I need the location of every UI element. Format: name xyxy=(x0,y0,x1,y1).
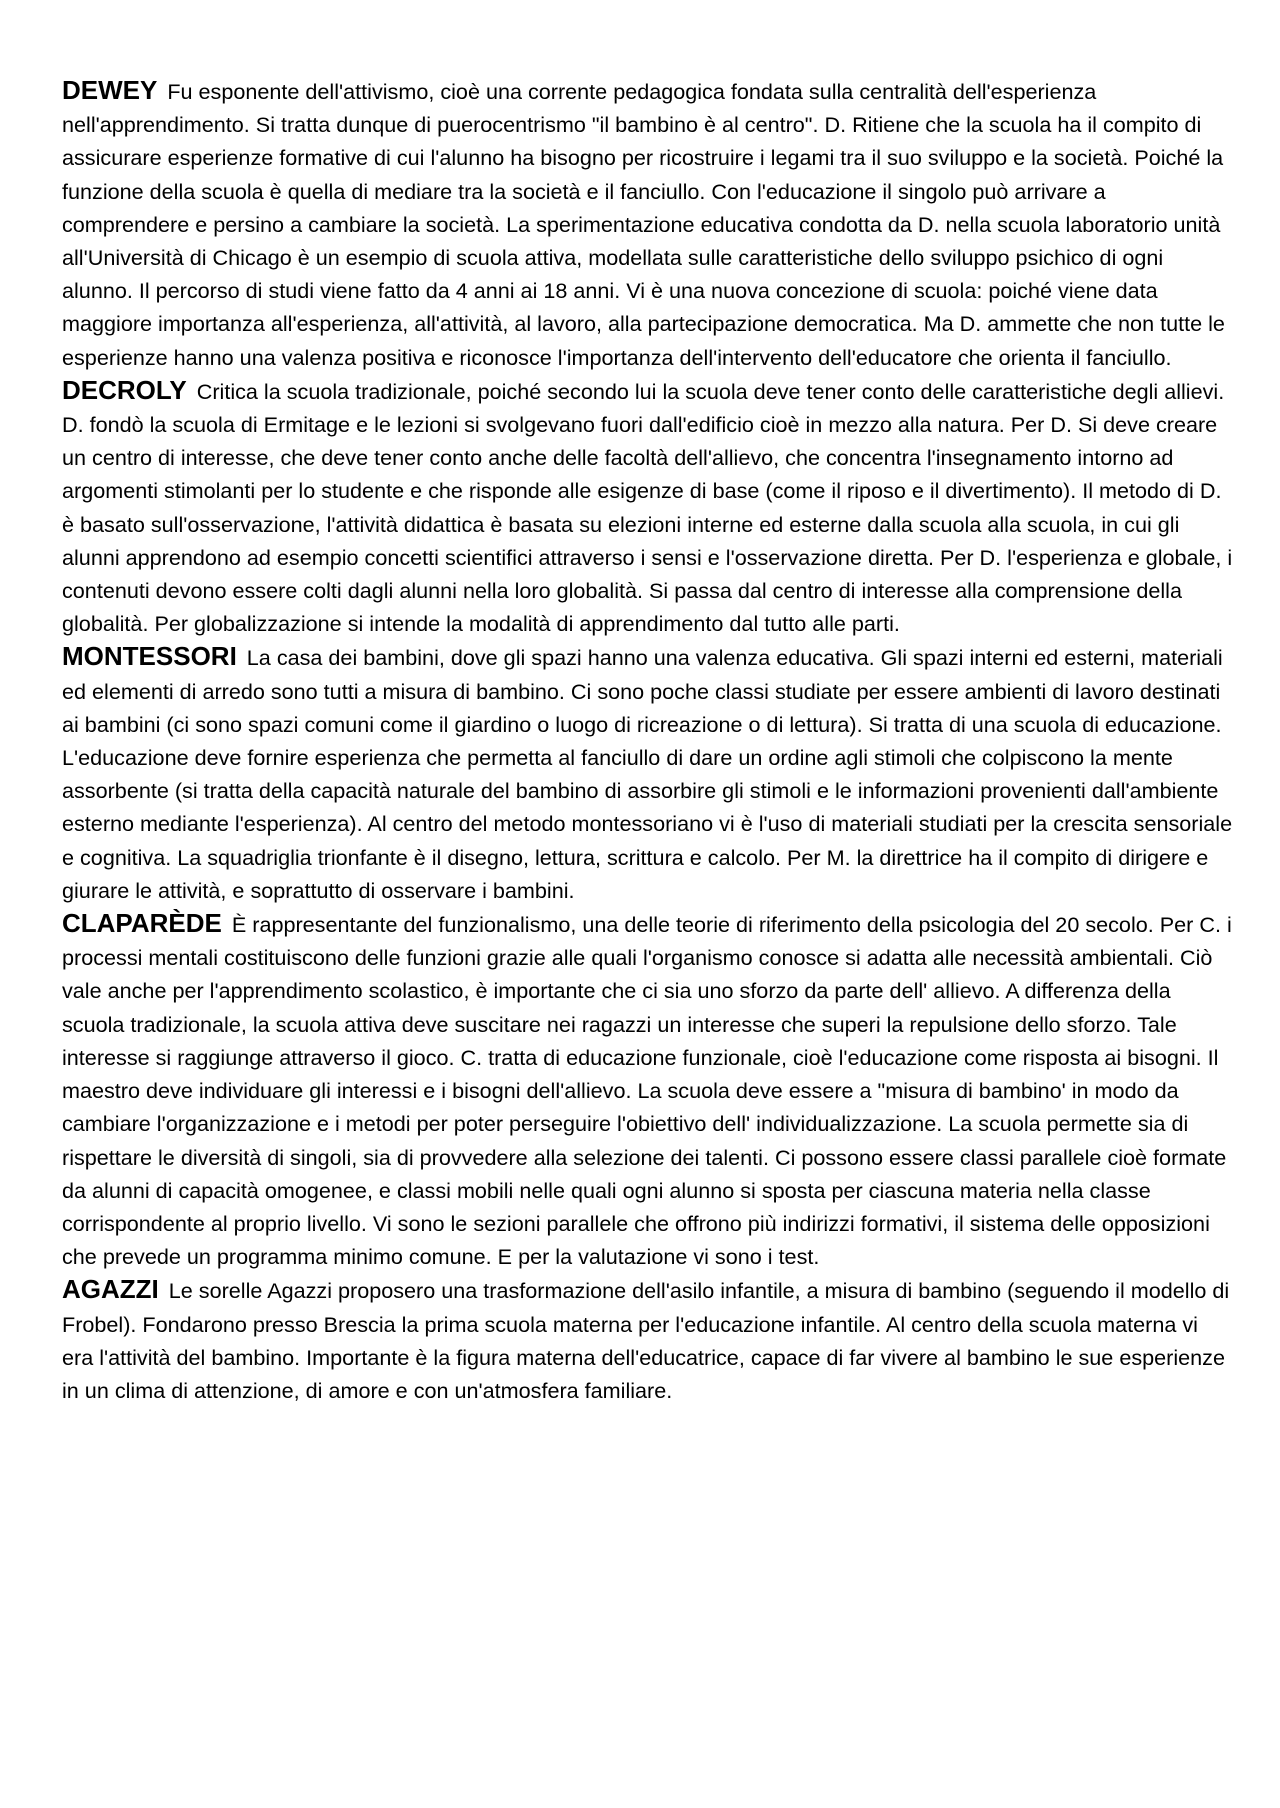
entry-text: È rappresentante del funzionalismo, una delle teorie di riferimento della psicologia del 20 secolo. Per C. i processi mentali costituiscono delle funzioni grazie alle quali l'organismo conosce si adatta alle necessità ambientali. Ciò vale anche per l'apprendimento scolastico, è importante che ci sia uno sforzo da parte dell' allievo. A differenza della scuola tradizionale, la scuola attiva deve suscitare nei ragazzi un interesse che superi la repulsione dello sforzo. Tale interesse si raggiunge attraverso il gioco. C. tratta di educazione funzionale, cioè l'educazione come risposta ai bisogni. Il maestro deve individuare gli interessi e i bisogni dell'allievo. La scuola deve essere a "misura di bambino' in modo da cambiare l'organizzazione e i metodi per poter perseguire l'obiettivo dell' individualizzazione. La scuola permette sia di rispettare le diversità di singoli, sia di provvedere alla selezione dei talenti. Ci possono essere classi parallele cioè formate da alunni di capacità omogenee, e classi mobili nelle quali ogni alunno si sposta per ciascuna materia nella classe corrispondente al proprio livello. Vi sono le sezioni parallele che offrono più indirizzi formativi, il sistema delle opposizioni che prevede un programma minimo comune. E per la valutazione vi sono i test. xyxy=(62,912,1232,1270)
entry-agazzi xyxy=(62,1273,1234,1407)
entry-decroly xyxy=(62,374,1234,641)
entry-dewey xyxy=(62,74,1234,374)
entry-montessori xyxy=(62,640,1234,907)
entry-claparede xyxy=(62,907,1234,1273)
term-heading: CLAPARÈDE xyxy=(62,908,222,939)
term-heading: DECROLY xyxy=(62,374,187,405)
entry-text: Fu esponente dell'attivismo, cioè una corrente pedagogica fondata sulla centralità dell'esperienza nell'apprendimento. Si tratta dunque di puerocentrismo "il bambino è al centro". D. Ritiene che la scuola ha il compito di assicurare esperienze formative di cui l'alunno ha bisogno per ricostruire i legami tra il suo sviluppo e la società. Poiché la funzione della scuola è quella di mediare tra la società e il fanciullo. Con l'educazione il singolo può arrivare a comprendere e persino a cambiare la società. La sperimentazione educativa condotta da D. nella scuola laboratorio unità all'Università di Chicago è un esempio di scuola attiva, modellata sulle caratteristiche dello sviluppo psichico di ogni alunno. Il percorso di studi viene fatto da 4 anni ai 18 anni. Vi è una nuova concezione di scuola: poiché viene data maggiore importanza all'esperienza, all'attività, al lavoro, alla partecipazione democratica. Ma D. ammette che non tutte le esperienze hanno una valenza positiva e riconosce l'importanza dell'intervento dell'educatore che orienta il fanciullo. xyxy=(62,79,1225,370)
entry-text: Le sorelle Agazzi proposero una trasformazione dell'asilo infantile, a misura di bambino (seguendo il modello di Frobel). Fondarono presso Brescia la prima scuola materna per l'educazione infantile. Al centro della scuola materna vi era l'attività del bambino. Importante è la figura materna dell'educatrice, capace di far vivere al bambino le sue esperienze in un clima di attenzione, di amore e con un'atmosfera familiare. xyxy=(62,1278,1230,1403)
entry-text: Critica la scuola tradizionale, poiché secondo lui la scuola deve tener conto delle caratteristiche degli allievi. D. fondò la scuola di Ermitage e le lezioni si svolgevano fuori dall'edificio cioè in mezzo alla natura. Per D. Si deve creare un centro di interesse, che deve tener conto anche delle facoltà dell'allievo, che concentra l'insegnamento intorno ad argomenti stimolanti per lo studente e che risponde alle esigenze di base (come il riposo e il divertimento). Il metodo di D. è basato sull'osservazione, l'attività didattica è basata su elezioni interne ed esterne dalla scuola alla scuola, in cui gli alunni apprendono ad esempio concetti scientifici attraverso i sensi e l'osservazione diretta. Per D. l'esperienza e globale, i contenuti devono essere colti dagli alunni nella loro globalità. Si passa dal centro di interesse alla comprensione della globalità. Per globalizzazione si intende la modalità di apprendimento dal tutto alle parti. xyxy=(62,378,1233,637)
term-heading: DEWEY xyxy=(62,75,158,105)
document-page xyxy=(62,74,1234,1407)
term-heading: MONTESSORI xyxy=(62,641,237,672)
entry-text: La casa dei bambini, dove gli spazi hanno una valenza educativa. Gli spazi interni ed esterni, materiali ed elementi di arredo sono tutti a misura di bambino. Ci sono poche classi studiate per essere ambienti di lavoro destinati ai bambini (ci sono spazi comuni come il giardino o luogo di ricreazione o di lettura). Si tratta di una scuola di educazione. L'educazione deve fornire esperienza che permetta al fanciullo di dare un ordine agli stimoli che colpiscono la mente assorbente (si tratta della capacità naturale del bambino di assorbire gli stimoli e le informazioni provenienti dall'ambiente esterno mediante l'esperienza). Al centro del metodo montessoriano vi è l'uso di materiali studiati per la crescita sensoriale e cognitiva. La squadriglia trionfante è il disegno, lettura, scrittura e calcolo. Per M. la direttrice ha il compito di dirigere e giurare le attività, e soprattutto di osservare i bambini. xyxy=(62,645,1233,903)
term-heading: AGAZZI xyxy=(62,1274,159,1305)
